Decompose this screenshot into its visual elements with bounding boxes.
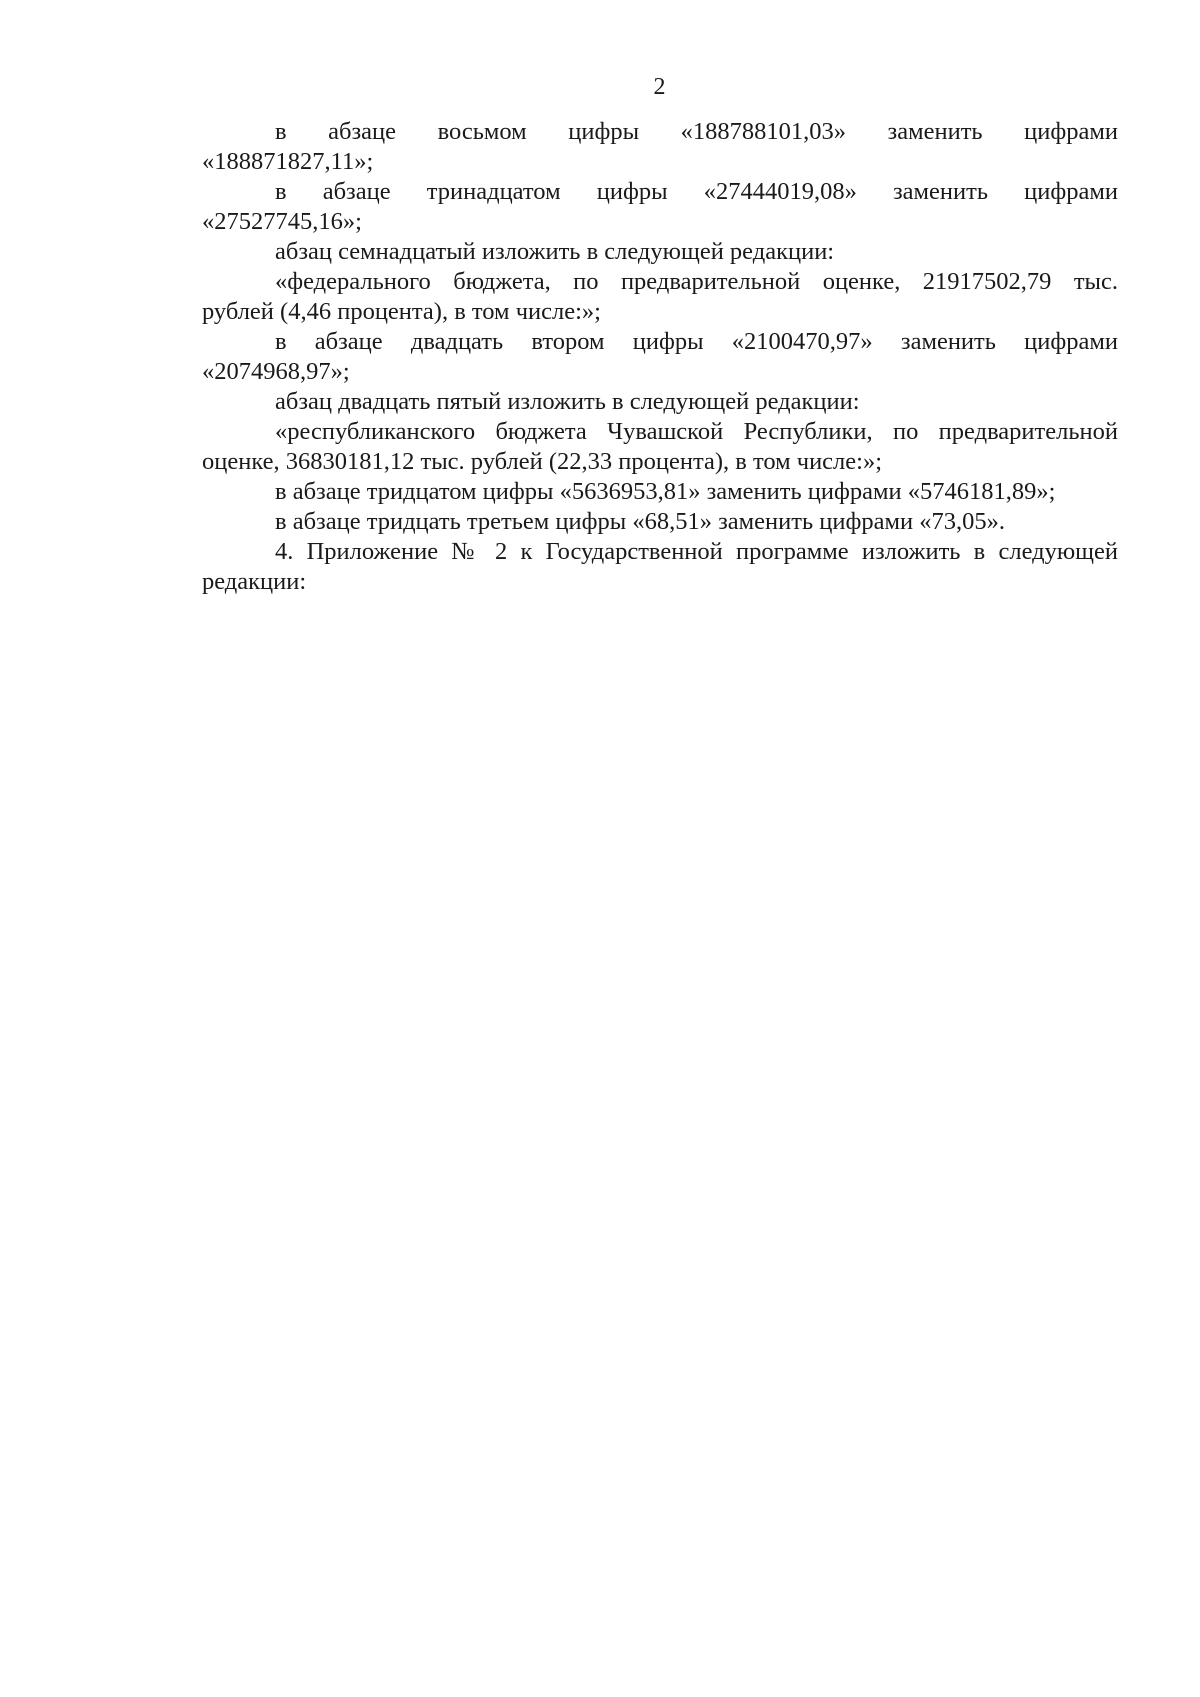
paragraph-appendix-2	[202, 537, 1118, 567]
paragraph-line: в абзаце тринадцатом цифры «27444019,08» заменить цифрами	[275, 178, 1118, 205]
paragraph-line: «федерального бюджета, по предварительной оценке, 21917502,79 тыс.	[275, 268, 1118, 295]
paragraph-line: в абзаце двадцать втором цифры «2100470,97» заменить цифрами	[275, 328, 1118, 355]
paragraph-line: в абзаце тридцать третьем цифры «68,51» заменить цифрами «73,05».	[275, 508, 1005, 535]
paragraph-line: редакции:	[202, 568, 307, 595]
paragraph-line: «2074968,97»;	[202, 358, 350, 385]
paragraph-abzac-30	[202, 477, 1118, 507]
paragraph-line: в абзаце тридцатом цифры «5636953,81» заменить цифрами «5746181,89»;	[275, 478, 1056, 505]
paragraph-federal-budget-cont	[202, 297, 1118, 327]
paragraph-line: рублей (4,46 процента), в том числе:»;	[202, 298, 601, 325]
paragraph-abzac-22	[202, 327, 1118, 357]
paragraph-abzac-17	[202, 237, 1118, 267]
paragraph-line: «27527745,16»;	[202, 208, 362, 235]
paragraph-line: оценке, 36830181,12 тыс. рублей (22,33 процента), в том числе:»;	[202, 448, 883, 475]
paragraph-abzac-13-cont	[202, 207, 1118, 237]
paragraph-abzac-25	[202, 387, 1118, 417]
paragraph-abzac-13	[202, 177, 1118, 207]
paragraph-line: «республиканского бюджета Чувашской Республики, по предварительной	[275, 418, 1118, 445]
paragraph-abzac-22-cont	[202, 357, 1118, 387]
paragraph-line: абзац двадцать пятый изложить в следующей редакции:	[275, 388, 860, 415]
paragraph-appendix-2-cont	[202, 567, 1118, 597]
paragraph-republic-budget-cont	[202, 447, 1118, 477]
document-body	[202, 117, 1118, 597]
paragraph-abzac-33	[202, 507, 1118, 537]
paragraph-line: 4. Приложение № 2 к Государственной программе изложить в следующей	[275, 538, 1118, 565]
page-number: 2	[653, 74, 666, 100]
paragraph-federal-budget	[202, 267, 1118, 297]
paragraph-republic-budget	[202, 417, 1118, 447]
paragraph-line: в абзаце восьмом цифры «188788101,03» заменить цифрами	[275, 118, 1118, 145]
paragraph-line: «188871827,11»;	[202, 148, 374, 175]
paragraph-line: абзац семнадцатый изложить в следующей редакции:	[275, 238, 835, 265]
paragraph-abzac-8-cont	[202, 147, 1118, 177]
paragraph-abzac-8	[202, 117, 1118, 147]
